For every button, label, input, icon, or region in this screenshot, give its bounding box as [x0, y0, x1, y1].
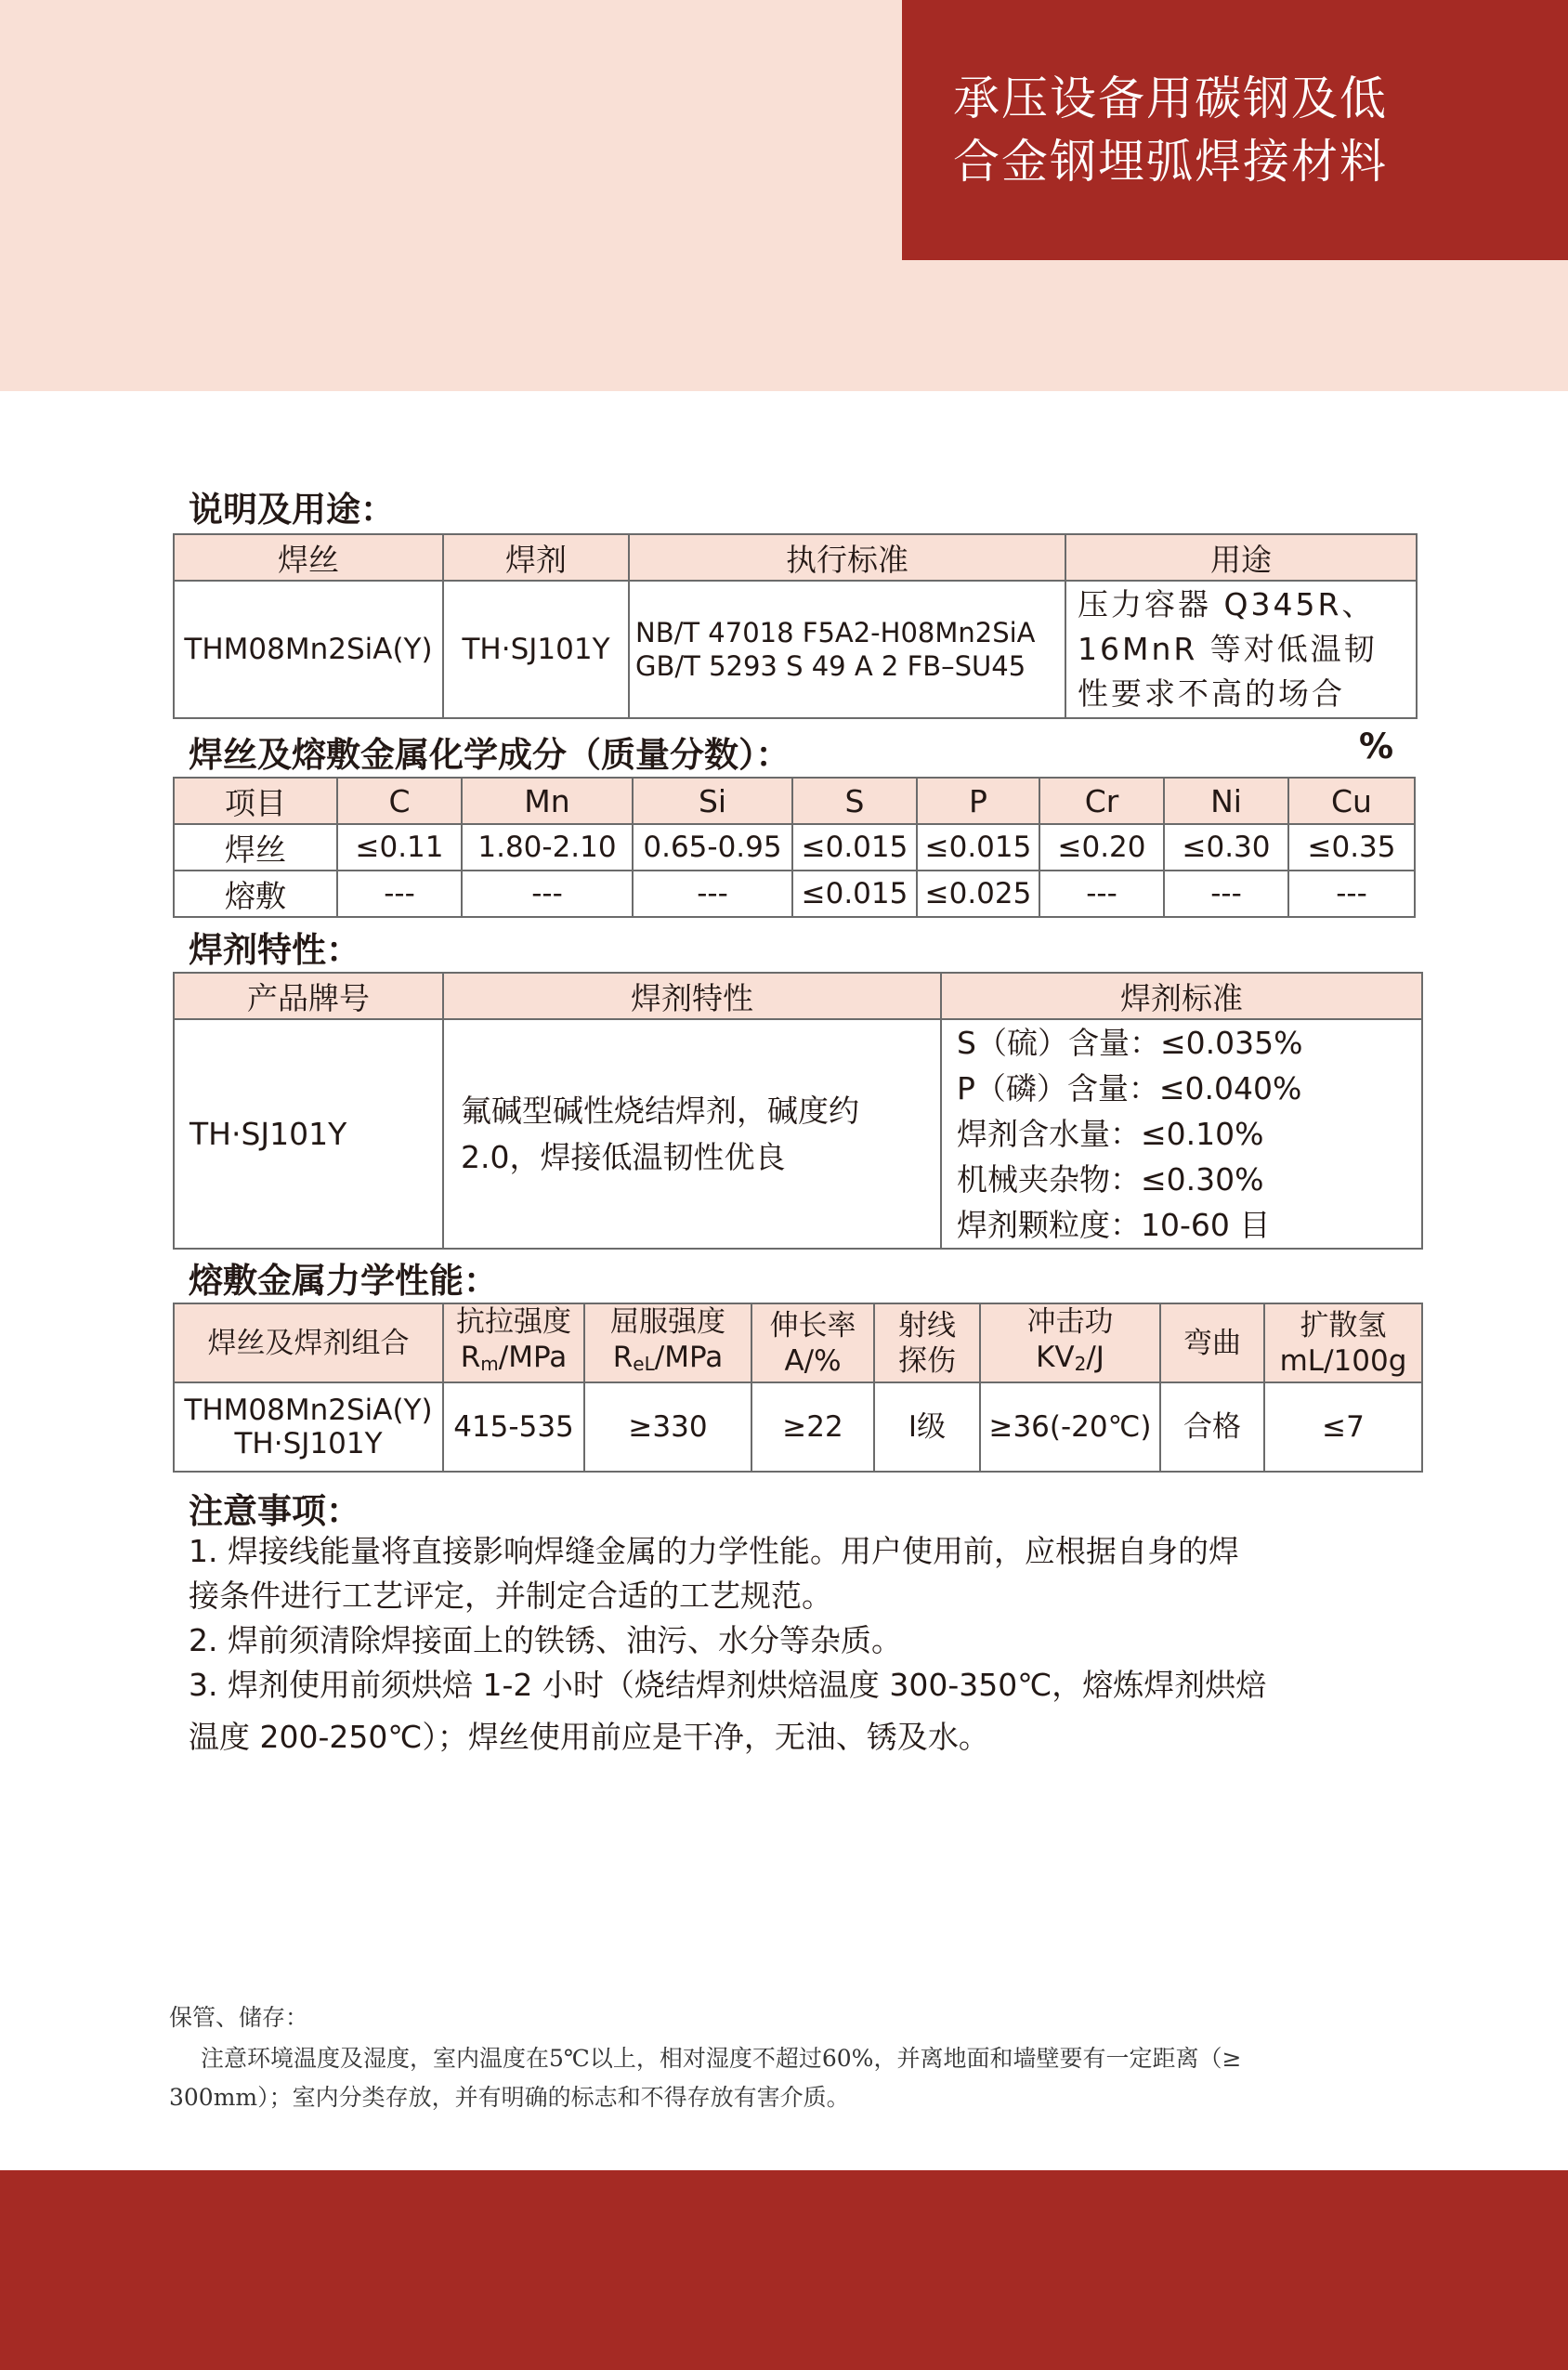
flux-table — [173, 972, 1423, 1250]
header-label: 抗拉强度 — [456, 1305, 571, 1339]
header-unit — [585, 1340, 751, 1381]
header-cell: P — [917, 778, 1039, 824]
title-line-1: 承压设备用碳钢及低 — [953, 72, 1388, 125]
header-cell: S — [792, 778, 917, 824]
unit-text: /MPa — [498, 1341, 568, 1374]
unit-subscript: m — [480, 1353, 499, 1375]
table-cell: --- — [462, 871, 633, 917]
usage-cell — [1065, 581, 1417, 718]
tensile-cell: 415-535 — [443, 1382, 584, 1472]
standard-item: 机械夹杂物：≤0.30% — [957, 1161, 1264, 1198]
usage-line: 16MnR 等对低温韧 — [1078, 631, 1378, 667]
note-line: 3. 焊剂使用前须烘焙 1-2 小时（烧结焊剂烘焙温度 300-350℃，熔炼焊剂烘焙 — [189, 1667, 1267, 1703]
unit-text: /MPa — [654, 1341, 724, 1374]
table-cell: 1.80-2.10 — [462, 824, 633, 871]
table-cell: --- — [1288, 871, 1415, 917]
property-cell — [443, 1019, 941, 1249]
section-title-usage: 说明及用途： — [189, 490, 395, 530]
standard-item: 焊剂颗粒度：10-60 目 — [957, 1207, 1271, 1243]
header-cell: 焊丝及焊剂组合 — [174, 1303, 443, 1382]
table-cell: --- — [633, 871, 792, 917]
table-row — [174, 1382, 1422, 1472]
section-title-notes: 注意事项： — [189, 1491, 360, 1531]
header-unit — [981, 1340, 1159, 1381]
table-row — [174, 824, 1415, 871]
header-cell: 产品牌号 — [174, 973, 443, 1019]
unit-text: /J — [1086, 1341, 1104, 1374]
storage-line: 300mm）；室内分类存放，并有明确的标志和不得存放有害介质。 — [169, 2084, 850, 2111]
elongation-cell: ≥22 — [751, 1382, 874, 1472]
usage-table — [173, 533, 1418, 719]
note-line: 温度 200-250℃）；焊丝使用前应是干净，无油、锈及水。 — [189, 1719, 989, 1755]
flux-cell: TH·SJ101Y — [443, 581, 629, 718]
header-label: 伸长率 — [769, 1308, 856, 1342]
header-label: 探伤 — [898, 1343, 956, 1378]
section-title-flux: 焊剂特性： — [189, 930, 360, 970]
table-cell: ≤0.015 — [792, 824, 917, 871]
mechanical-table — [173, 1303, 1423, 1473]
table-cell: ≤0.30 — [1164, 824, 1288, 871]
header-cell: Cr — [1039, 778, 1164, 824]
combo-cell — [174, 1382, 443, 1472]
standard-item: P（磷）含量：≤0.040% — [957, 1070, 1302, 1106]
table-cell: ≤0.20 — [1039, 824, 1164, 871]
standard-line: GB/T 5293 S 49 A 2 FB–SU45 — [635, 650, 1026, 682]
unit-text: KV — [1036, 1341, 1075, 1374]
table-cell: --- — [337, 871, 462, 917]
unit-text: R — [460, 1341, 481, 1374]
header-cell: 焊剂标准 — [941, 973, 1422, 1019]
section-title-mechanical: 熔敷金属力学性能： — [189, 1261, 498, 1301]
table-cell: 0.65-0.95 — [633, 824, 792, 871]
header-cell: 焊剂 — [443, 534, 629, 581]
header-cell: 焊丝 — [174, 534, 443, 581]
header-cell — [980, 1303, 1160, 1382]
header-unit — [444, 1340, 583, 1381]
table-cell: ≤0.025 — [917, 871, 1039, 917]
unit-text: R — [612, 1341, 634, 1374]
header-cell: 焊剂特性 — [443, 973, 941, 1019]
storage-title: 保管、储存： — [169, 2004, 309, 2031]
table-cell: --- — [1164, 871, 1288, 917]
unit-subscript: eL — [633, 1353, 655, 1375]
wire-cell: THM08Mn2SiA(Y) — [174, 581, 443, 718]
standard-cell — [629, 581, 1065, 718]
property-line: 氟碱型碱性烧结焊剂，碱度约 — [461, 1092, 859, 1129]
row-label: 焊丝 — [174, 824, 337, 871]
header-cell: Mn — [462, 778, 633, 824]
standard-item: S（硫）含量：≤0.035% — [957, 1025, 1303, 1061]
header-unit: mL/100g — [1279, 1343, 1407, 1378]
header-cell: 项目 — [174, 778, 337, 824]
note-line: 1. 焊接线能量将直接影响焊缝金属的力学性能。用户使用前，应根据自身的焊 — [189, 1533, 1239, 1569]
title-line-2: 合金钢埋弧焊接材料 — [953, 135, 1388, 189]
usage-line: 压力容器 Q345R、 — [1078, 586, 1376, 622]
header-label: 扩散氢 — [1300, 1308, 1387, 1342]
header-unit: A/% — [784, 1343, 842, 1378]
header-cell: Si — [633, 778, 792, 824]
header-cell: Cu — [1288, 778, 1415, 824]
note-line: 2. 焊前须清除焊接面上的铁锈、油污、水分等杂质。 — [189, 1622, 902, 1658]
chemistry-table — [173, 777, 1416, 918]
property-line: 2.0，焊接低温韧性优良 — [461, 1138, 786, 1175]
header-cell — [751, 1303, 874, 1382]
section-title-chemistry: 焊丝及熔敷金属化学成分（质量分数）： — [189, 735, 791, 775]
header-cell — [584, 1303, 751, 1382]
footer-band — [0, 2170, 1568, 2370]
storage-line: 注意环境温度及湿度，室内温度在5℃以上，相对湿度不超过60%，并离地面和墙壁要有一定距离（≥ — [201, 2045, 1242, 2072]
table-cell: ≤0.35 — [1288, 824, 1415, 871]
standard-item: 焊剂含水量：≤0.10% — [957, 1116, 1264, 1152]
table-cell: --- — [1039, 871, 1164, 917]
table-cell: ≤0.015 — [917, 824, 1039, 871]
bend-cell: 合格 — [1160, 1382, 1264, 1472]
table-cell: ≤0.11 — [337, 824, 462, 871]
ray-cell: Ⅰ级 — [874, 1382, 980, 1472]
header-label: 冲击功 — [1026, 1305, 1114, 1339]
header-cell: C — [337, 778, 462, 824]
note-line: 接条件进行工艺评定，并制定合适的工艺规范。 — [189, 1578, 832, 1614]
impact-cell: ≥36(-20℃) — [980, 1382, 1160, 1472]
unit-subscript: 2 — [1074, 1353, 1087, 1375]
standard-line: NB/T 47018 F5A2-H08Mn2SiA — [635, 617, 1036, 648]
flux-standard-cell — [941, 1019, 1422, 1249]
yield-cell: ≥330 — [584, 1382, 751, 1472]
combo-line: THM08Mn2SiA(Y) — [184, 1394, 433, 1427]
table-cell: ≤0.015 — [792, 871, 917, 917]
usage-line: 性要求不高的场合 — [1078, 675, 1345, 712]
header-label: 射线 — [898, 1308, 956, 1342]
header-cell: Ni — [1164, 778, 1288, 824]
table-row — [174, 871, 1415, 917]
brand-cell: TH·SJ101Y — [174, 1019, 443, 1249]
row-label: 熔敷 — [174, 871, 337, 917]
header-cell: 用途 — [1065, 534, 1417, 581]
header-cell — [1264, 1303, 1422, 1382]
header-cell: 执行标准 — [629, 534, 1065, 581]
hydrogen-cell: ≤7 — [1264, 1382, 1422, 1472]
header-cell — [874, 1303, 980, 1382]
title-box — [902, 0, 1568, 260]
combo-line: TH·SJ101Y — [234, 1427, 383, 1460]
header-cell — [443, 1303, 584, 1382]
header-label: 屈服强度 — [610, 1305, 725, 1339]
header-cell: 弯曲 — [1160, 1303, 1264, 1382]
unit-label: % — [1359, 727, 1394, 766]
